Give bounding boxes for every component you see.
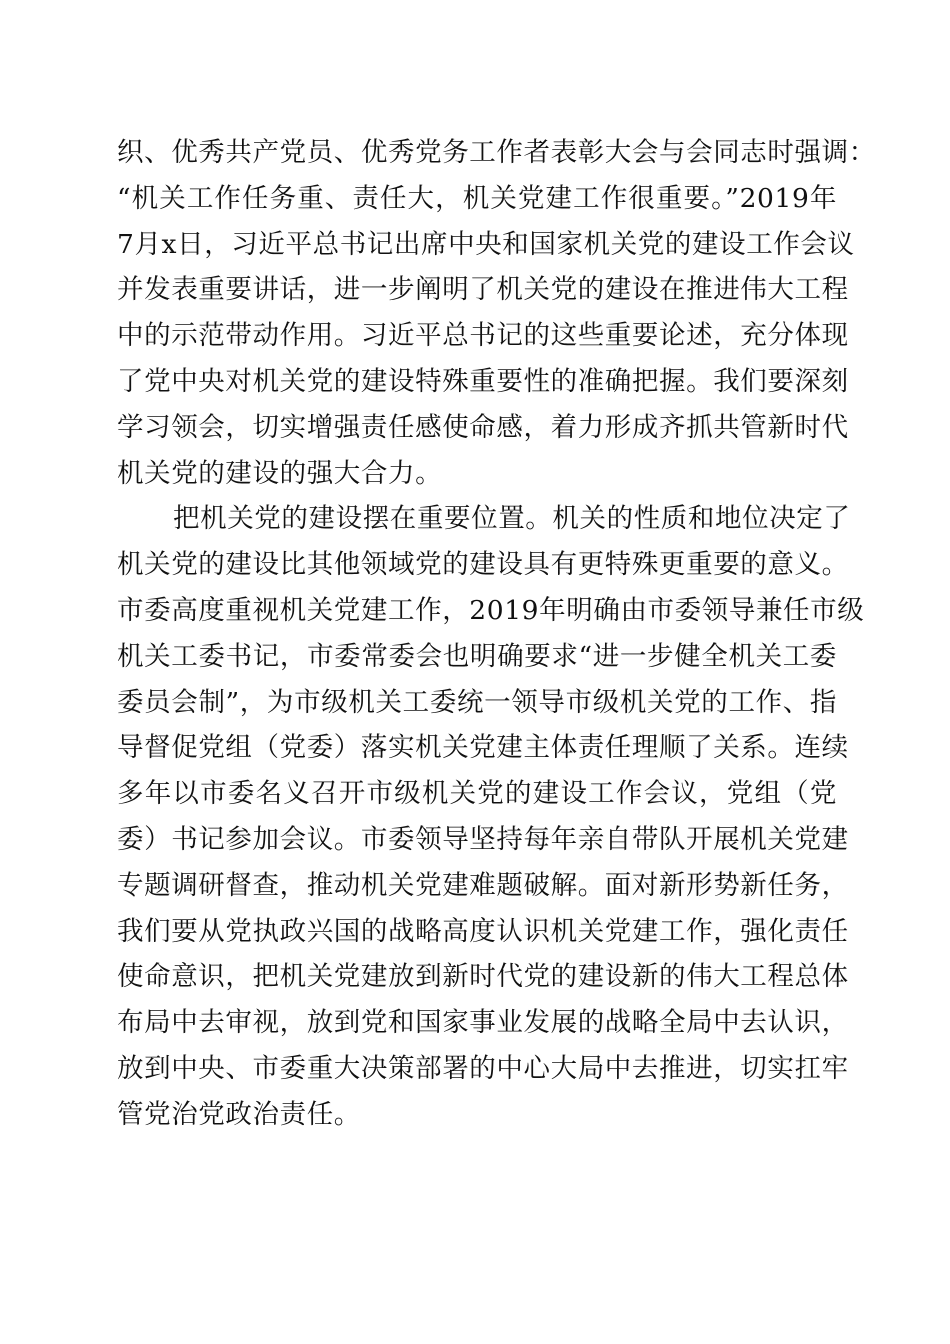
paragraph-1 (117, 130, 876, 496)
text-line: “机关工作任务重、责任大，机关党建工作很重要。”2019年 (117, 182, 837, 214)
paragraph-2 (117, 496, 865, 1137)
text-line: 织、优秀共产党员、优秀党务工作者表彰大会与会同志时强调： (117, 137, 876, 168)
text-line: 导督促党组（党委）落实机关党建主体责任理顺了关系。连续 (117, 732, 849, 764)
text-line: 我们要从党执政兴国的战略高度认识机关党建工作，强化责任 (117, 915, 849, 947)
text-line: 使命意识，把机关党建放到新时代党的建设新的伟大工程总体 (117, 961, 849, 993)
text-line: 管党治党政治责任。 (117, 1098, 361, 1130)
text-line: 专题调研督查，推动机关党建难题破解。面对新形势新任务， (117, 869, 849, 901)
text-line: 机关党的建设的强大合力。 (117, 457, 443, 489)
text-line: 放到中央、市委重大决策部署的中心大局中去推进，切实扛牢 (117, 1052, 849, 1084)
text-line: 机关党的建设比其他领域党的建设具有更特殊更重要的意义。 (117, 549, 849, 581)
text-line: 把机关党的建设摆在重要位置。机关的性质和地位决定了 (173, 503, 851, 535)
text-line: 7月x日，习近平总书记出席中央和国家机关党的建设工作会议 (117, 228, 855, 260)
document-body (117, 130, 876, 1138)
text-line: 机关工委书记，市委常委会也明确要求“进一步健全机关工委 (117, 640, 837, 672)
text-line: 学习领会，切实增强责任感使命感，着力形成齐抓共管新时代 (117, 411, 849, 443)
text-line: 布局中去审视，放到党和国家事业发展的战略全局中去认识， (117, 1007, 849, 1039)
text-line: 委）书记参加会议。市委领导坚持每年亲自带队开展机关党建 (117, 823, 849, 855)
text-line: 委员会制”，为市级机关工委统一领导市级机关党的工作、指 (117, 686, 837, 718)
text-line: 市委高度重视机关党建工作，2019年明确由市委领导兼任市级 (117, 594, 865, 626)
text-line: 中的示范带动作用。习近平总书记的这些重要论述，充分体现 (117, 320, 849, 352)
text-line: 了党中央对机关党的建设特殊重要性的准确把握。我们要深刻 (117, 365, 849, 397)
text-line: 并发表重要讲话，进一步阐明了机关党的建设在推进伟大工程 (117, 274, 849, 306)
text-line: 多年以市委名义召开市级机关党的建设工作会议，党组（党 (117, 778, 837, 810)
